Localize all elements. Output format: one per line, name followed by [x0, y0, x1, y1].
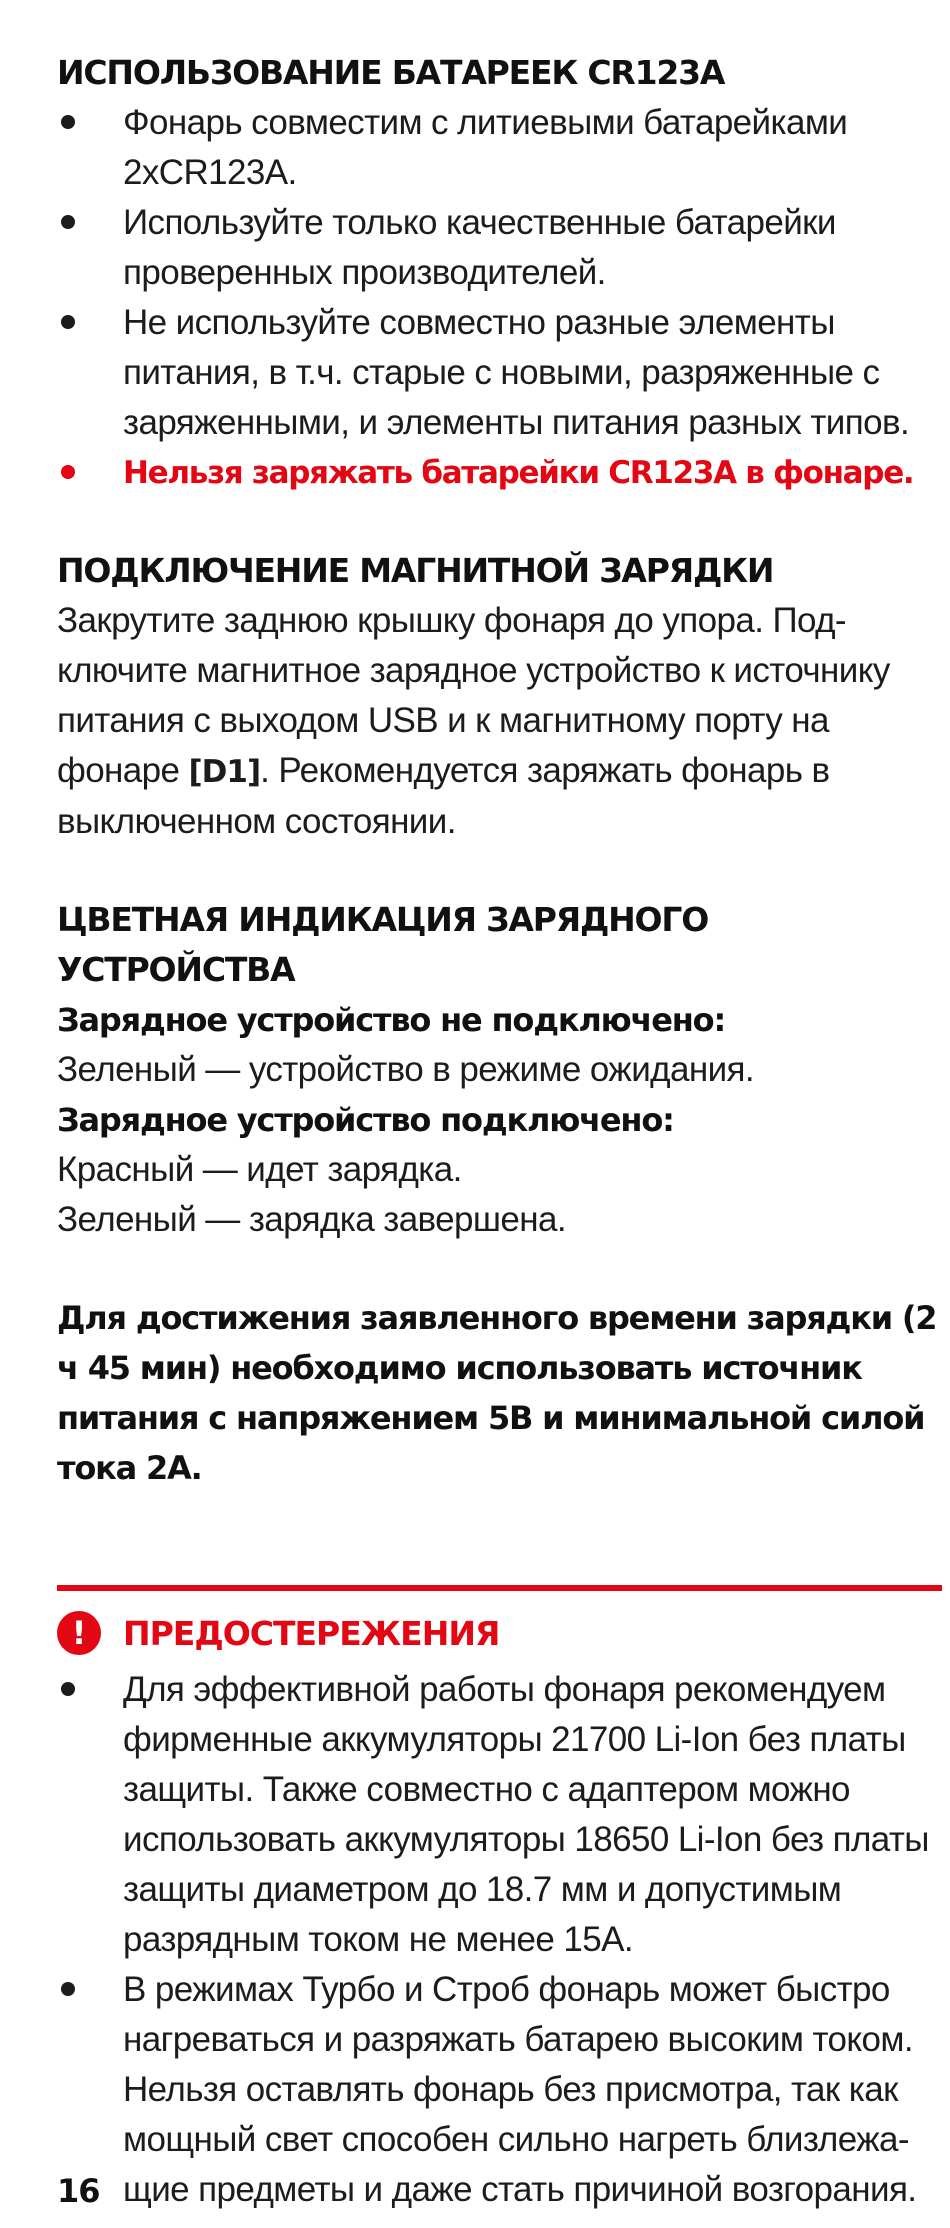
not-connected-label: Зарядное устройство не подключено:	[57, 1001, 726, 1039]
list-item: Для эффективной работы фонаря рекомендуем фирменные аккумуляторы 21700 Li-Ion без платы защиты. Также совместно с адаптером можно использовать аккумуляторы 18650 Li-Ion без платы защиты диаметром до 18.7 мм и допустимым разрядным током не менее 15А.	[57, 1665, 942, 1965]
list-item: В режимах Турбо и Строб фонарь может быстро нагреваться и разряжать батарею высоким током. Нельзя оставлять фонарь без присмотра, так как мощный свет способен сильно нагреть близлежа-щие предметы и даже стать причиной возгорания.	[57, 1965, 942, 2215]
bullet-icon	[61, 465, 75, 479]
connected-label: Зарядное устройство подключено:	[57, 1101, 674, 1139]
page-number: 16	[57, 2172, 100, 2210]
list-item: Используйте только качественные батарейки проверенных производителей.	[57, 198, 942, 298]
charging-time-note: Для достижения заявленного времени зарядки (2 ч 45 мин) необходимо использовать источник питания с напряжением 5В и минимальной силой тока 2А.	[57, 1299, 937, 1487]
battery-list	[57, 98, 942, 498]
list-item: Фонарь совместим с литиевыми батарейками 2xCR123A.	[57, 98, 942, 198]
page-content	[57, 48, 942, 2215]
bullet-icon	[61, 215, 75, 229]
bullet-icon	[61, 315, 75, 329]
list-item-warning: Нельзя заряжать батарейки CR123A в фонаре.	[57, 448, 942, 498]
charging-paragraph: Закрутите заднюю крышку фонаря до упора. Под-ключите магнитное зарядное устройство к источнику питания с выходом USB и к магнитному порту на фонаре [D1]. Рекомендуется заряжать фонарь в выключенном состоянии.	[57, 601, 890, 841]
section-title-batteries: ИСПОЛЬЗОВАНИЕ БАТАРЕЕК CR123A	[57, 53, 725, 92]
warnings-title: ПРЕДОСТЕРЕЖЕНИЯ	[123, 1613, 500, 1653]
section-title-magnetic-charging: ПОДКЛЮЧЕНИЕ МАГНИТНОЙ ЗАРЯДКИ	[57, 551, 774, 590]
bullet-icon	[61, 1982, 75, 1996]
bullet-icon	[61, 1682, 75, 1696]
connected-red: Красный — идет зарядка.	[57, 1150, 462, 1189]
warnings-list	[57, 1665, 942, 2215]
warning-icon: !	[57, 1611, 101, 1655]
connected-green: Зеленый — зарядка завершена.	[57, 1200, 566, 1239]
list-item: Не используйте совместно разные элементы питания, в т.ч. старые с новыми, разряженные с заряженными, и элементы питания разных типов.	[57, 298, 942, 448]
warnings-header	[57, 1601, 942, 1665]
section-title-indication: ЦВЕТНАЯ ИНДИКАЦИЯ ЗАРЯДНОГО УСТРОЙСТВА	[57, 900, 709, 989]
warning-divider	[57, 1585, 942, 1591]
bullet-icon	[61, 115, 75, 129]
not-connected-green: Зеленый — устройство в режиме ожидания.	[57, 1050, 755, 1089]
diagram-reference: [D1]	[188, 754, 261, 790]
